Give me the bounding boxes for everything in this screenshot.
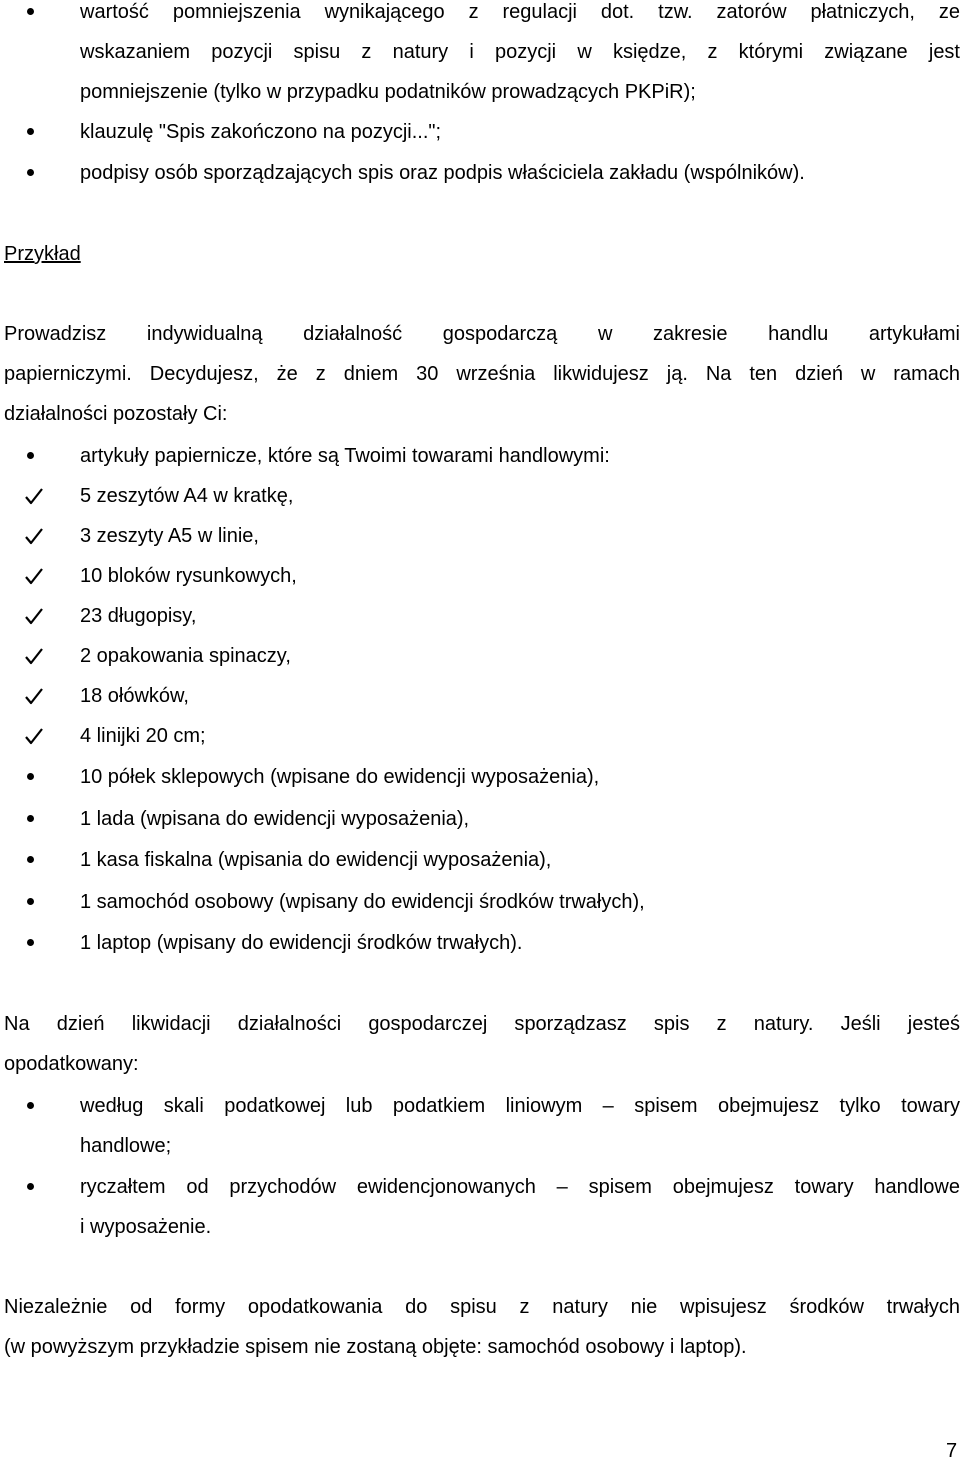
list-item (0, 882, 960, 922)
list-item-text: artykuły papiernicze, które są Twoimi towarami handlowymi: (80, 445, 610, 467)
check-item (0, 476, 960, 516)
list-item-text: pomniejszenie (tylko w przypadku podatników prowadzących PKPiR); (80, 81, 696, 103)
paragraph-text: Na dzień likwidacji działalności gospodarczej sporządzasz spis z natury. Jeśli jesteś (4, 1013, 960, 1035)
check-item (0, 676, 960, 716)
checkmark-icon (24, 687, 44, 705)
page-number: 7 (946, 1440, 958, 1462)
list-item (0, 1086, 960, 1126)
bullet-icon (27, 856, 34, 863)
list-item-text: klauzulę "Spis zakończono na pozycji..."; (80, 121, 442, 143)
check-item-text: 23 długopisy, (80, 605, 197, 627)
list-item (0, 923, 960, 963)
bullet-icon (27, 128, 34, 135)
paragraph-text: Niezależnie od formy opodatkowania do spisu z natury nie wpisujesz środków trwałych (4, 1296, 960, 1318)
checkmark-icon (24, 527, 44, 545)
list-item (0, 799, 960, 839)
list-item-text: 1 samochód osobowy (wpisany do ewidencji środków trwałych), (80, 891, 645, 913)
paragraph-text: działalności pozostały Ci: (4, 403, 228, 425)
paragraph-line (0, 1004, 960, 1044)
bullet-icon (27, 898, 34, 905)
list-item-text: ryczałtem od przychodów ewidencjonowanych – spisem obejmujesz towary handlowe (80, 1176, 960, 1198)
paragraph-text: opodatkowany: (4, 1053, 139, 1075)
bullet-icon (27, 939, 34, 946)
list-item-text: 1 laptop (wpisany do ewidencji środków trwałych). (80, 932, 523, 954)
list-item-text: podpisy osób sporządzających spis oraz podpis właściciela zakładu (wspólników). (80, 162, 805, 184)
check-item-text: 2 opakowania spinaczy, (80, 645, 291, 667)
example-heading-text: Przykład (4, 243, 81, 265)
list-item-text: 10 półek sklepowych (wpisane do ewidencji wyposażenia), (80, 766, 600, 788)
list-item-continuation (0, 1126, 960, 1166)
bullet-icon (27, 169, 34, 176)
example-heading (0, 234, 960, 274)
paragraph-line (0, 1044, 960, 1084)
paragraph-text: (w powyższym przykładzie spisem nie zostaną objęte: samochód osobowy i laptop). (4, 1336, 747, 1358)
list-item (0, 0, 960, 32)
bullet-icon (27, 8, 34, 15)
list-item-text: i wyposażenie. (80, 1216, 212, 1238)
list-item-continuation (0, 32, 960, 72)
check-item (0, 716, 960, 756)
checkmark-icon (24, 487, 44, 505)
list-item-text: wartość pomniejszenia wynikającego z regulacji dot. tzw. zatorów płatniczych, ze (80, 1, 960, 23)
check-item-text: 18 ołówków, (80, 685, 189, 707)
bullet-icon (27, 815, 34, 822)
checkmark-icon (24, 647, 44, 665)
list-item (0, 153, 960, 193)
list-item-text: handlowe; (80, 1135, 172, 1157)
list-item-text: 1 kasa fiskalna (wpisania do ewidencji wyposażenia), (80, 849, 552, 871)
check-item-text: 5 zeszytów A4 w kratkę, (80, 485, 294, 507)
paragraph-line (0, 314, 960, 354)
list-item-text: według skali podatkowej lub podatkiem liniowym – spisem obejmujesz tylko towary (80, 1095, 960, 1117)
bullet-icon (27, 1102, 34, 1109)
list-item (0, 1167, 960, 1207)
list-item-text: wskazaniem pozycji spisu z natury i pozycji w księdze, z którymi związane jest (80, 41, 960, 63)
check-item-text: 4 linijki 20 cm; (80, 725, 206, 747)
check-item (0, 516, 960, 556)
check-item (0, 556, 960, 596)
paragraph-line (0, 1287, 960, 1327)
paragraph-text: Prowadzisz indywidualną działalność gospodarczą w zakresie handlu artykułami (4, 323, 960, 345)
paragraph-line (0, 354, 960, 394)
checkmark-icon (24, 727, 44, 745)
checkmark-icon (24, 607, 44, 625)
list-item (0, 840, 960, 880)
list-item-continuation (0, 72, 960, 112)
bullet-icon (27, 773, 34, 780)
check-item-text: 3 zeszyty A5 w linie, (80, 525, 259, 547)
bullet-icon (27, 1183, 34, 1190)
list-item (0, 757, 960, 797)
check-item (0, 636, 960, 676)
bullet-icon (27, 452, 34, 459)
check-item-text: 10 bloków rysunkowych, (80, 565, 297, 587)
list-item-continuation (0, 1207, 960, 1247)
paragraph-line (0, 1327, 960, 1367)
list-item-text: 1 lada (wpisana do ewidencji wyposażenia), (80, 808, 470, 830)
check-item (0, 596, 960, 636)
paragraph-line (0, 394, 960, 434)
list-item (0, 436, 960, 476)
paragraph-text: papierniczymi. Decydujesz, że z dniem 30 września likwidujesz ją. Na ten dzień w ramach (4, 363, 960, 385)
checkmark-icon (24, 567, 44, 585)
list-item (0, 112, 960, 152)
